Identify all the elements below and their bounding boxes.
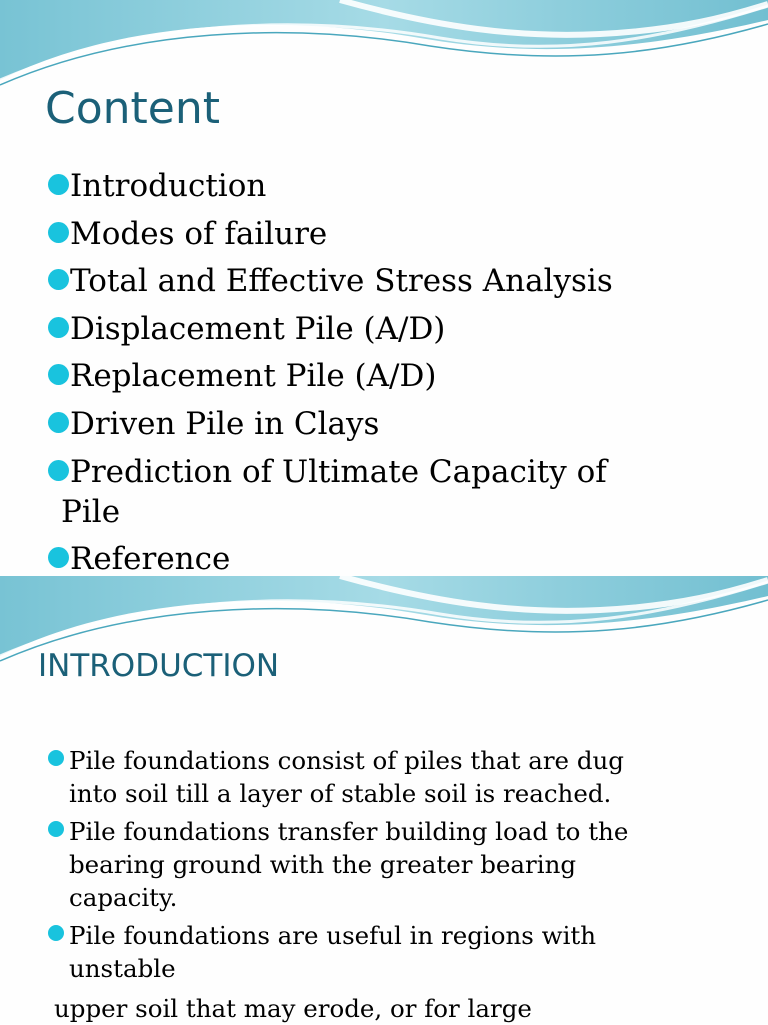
list-item: Driven Pile in Clays (48, 404, 763, 444)
introduction-list (48, 744, 760, 990)
bullet-icon (48, 821, 64, 837)
list-item: Modes of failure (48, 214, 763, 254)
bullet-icon (48, 222, 69, 243)
bullet-icon (48, 317, 69, 338)
list-item: Replacement Pile (A/D) (48, 356, 763, 396)
page-title: Content (45, 83, 220, 134)
list-item: Prediction of Ultimate Capacity of Pile (48, 452, 763, 532)
bullet-icon (48, 460, 69, 481)
list-item: Introduction (48, 166, 763, 206)
bullet-icon (48, 364, 69, 385)
list-item: Total and Effective Stress Analysis (48, 261, 763, 301)
bullet-icon (48, 925, 64, 941)
content-list (48, 166, 763, 576)
list-item: Pile foundations transfer building load to the bearing ground with the greater bearing capacity. (48, 815, 760, 914)
wave-banner (0, 0, 768, 90)
bullet-icon (48, 174, 69, 195)
section-title: INTRODUCTION (38, 648, 280, 684)
bullet-icon (48, 412, 69, 433)
bullet-icon (48, 269, 69, 290)
bullet-icon (48, 547, 69, 568)
list-item: Displacement Pile (A/D) (48, 309, 763, 349)
trailing-text: upper soil that may erode, or for large (54, 994, 532, 1023)
list-item: Pile foundations are useful in regions with unstable (48, 919, 760, 985)
bullet-icon (48, 750, 64, 766)
list-item: Pile foundations consist of piles that are dug into soil till a layer of stable soil is reached. (48, 744, 760, 810)
list-item: Reference (48, 539, 763, 576)
